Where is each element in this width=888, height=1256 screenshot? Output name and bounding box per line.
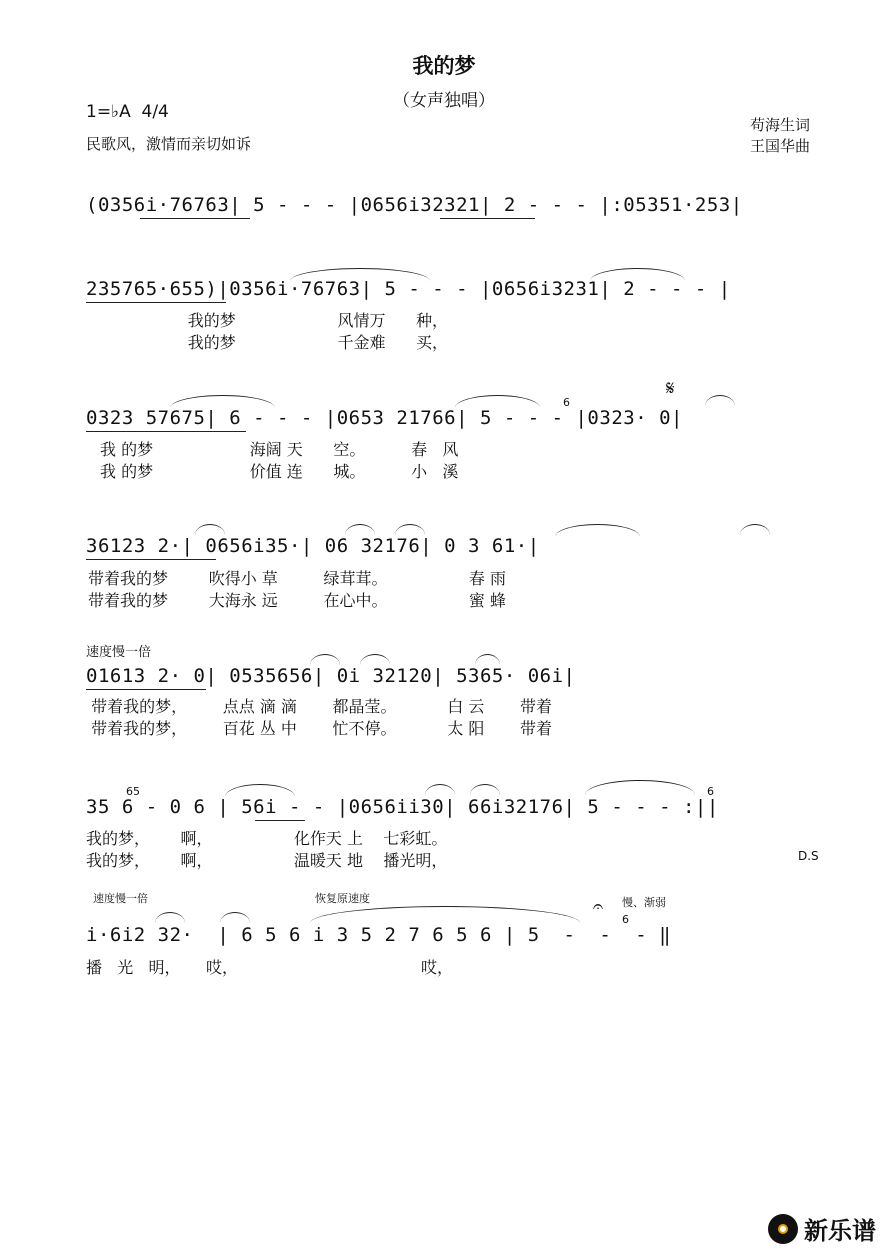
beam-line <box>86 431 246 432</box>
system-2-notes: 235765·655)|0356i·76763| 5 - - - |0656i3231| 2 - - - | <box>86 278 731 300</box>
slur <box>705 395 735 406</box>
grace-note: 65 <box>126 785 140 798</box>
fermata-icon: 𝄐 <box>593 896 604 917</box>
slur <box>555 524 640 537</box>
beam-line <box>86 559 216 560</box>
record-disc-icon <box>768 1214 798 1244</box>
system-3-notes: 0323 57675| 6 - - - |0653 21766| 5 - - - |0323· 0| <box>86 407 683 429</box>
tempo-mark-slow-fade: 慢、渐弱 <box>622 896 666 909</box>
style-note: 民歌风，激情而亲切如诉 <box>86 135 252 153</box>
tempo-mark-slower: 速度慢一倍 <box>86 645 152 660</box>
system-4-lyrics-verse-1: 带着我的梦 吹得小 草 绿茸茸。 春 雨 <box>88 569 507 588</box>
slur <box>425 784 455 795</box>
song-title: 我的梦 <box>412 54 476 78</box>
system-6-lyrics-verse-2: 我的梦， 啊， 温暖天 地 播光明， <box>86 851 448 870</box>
beam-line <box>86 302 226 303</box>
system-6-lyrics-verse-1: 我的梦， 啊， 化作天 上 七彩虹。 <box>86 829 448 848</box>
grace-note: 6 <box>707 785 714 798</box>
system-5-notes: 01613 2· 0| 0535656| 0i 32120| 5365· 06i| <box>86 665 576 687</box>
beam-line <box>440 218 535 219</box>
key-signature: 1=♭A 4/4 <box>86 102 169 122</box>
system-2-lyrics-verse-1: 我的梦 风情万 种， <box>86 311 448 330</box>
slur <box>225 784 295 797</box>
slur <box>590 268 685 281</box>
tempo-mark-slower: 速度慢一倍 <box>93 892 148 905</box>
grace-note: 6 <box>563 396 570 409</box>
lyricist-credit: 苟海生词 <box>749 116 810 134</box>
logo-text: 新乐谱 <box>804 1217 876 1245</box>
beam-line <box>86 689 206 690</box>
system-3-lyrics-verse-1: 我 的梦 海阔 天 空。 春 风 <box>100 440 459 459</box>
system-3-lyrics-verse-2: 我 的梦 价值 连 城。 小 溪 <box>100 462 459 481</box>
slur <box>155 912 185 923</box>
slur <box>740 524 770 535</box>
system-6-notes: 35 6 - 0 6 | 56i - - |0656ii30| 66i32176| 5 - - - :|| <box>86 796 719 818</box>
slur <box>290 268 430 281</box>
system-5-lyrics-verse-2: 带着我的梦， 百花 丛 中 忙不停。 太 阳 带着 <box>86 719 553 738</box>
composer-credit: 王国华曲 <box>749 137 810 155</box>
slur <box>310 906 580 923</box>
system-7-notes: i·6i2 32· | 6 5 6 i 3 5 2 7 6 5 6 | 5 - - - ‖ <box>86 924 672 946</box>
slur <box>475 654 500 665</box>
segno-sign: 𝄋 <box>666 376 675 400</box>
system-2-lyrics-verse-2: 我的梦 千金难 买， <box>86 333 448 352</box>
slur <box>170 395 275 408</box>
slur <box>310 654 340 665</box>
slur <box>345 524 375 535</box>
beam-line <box>140 218 250 219</box>
system-4-lyrics-verse-2: 带着我的梦 大海永 远 在心中。 蜜 蜂 <box>88 591 507 610</box>
system-7-lyrics: 播 光 明， 哎， 哎， <box>86 958 454 977</box>
slur <box>395 524 425 535</box>
slur <box>220 912 250 923</box>
system-4-notes: 36123 2·| 0656i35·| 06 32176| 0 3 61·| <box>86 535 540 557</box>
slur <box>195 524 225 535</box>
grace-note: 6 <box>622 913 629 926</box>
song-subtitle: （女声独唱） <box>393 91 495 111</box>
dal-segno-mark: D.S <box>798 849 819 863</box>
beam-line <box>255 820 305 821</box>
system-5-lyrics-verse-1: 带着我的梦， 点点 滴 滴 都晶莹。 白 云 带着 <box>86 697 553 716</box>
slur <box>470 784 500 795</box>
slur <box>360 654 390 665</box>
tempo-mark-resume: 恢复原速度 <box>315 892 370 905</box>
system-1-notes: (0356i·76763| 5 - - - |0656i32321| 2 - - - |:05351·253| <box>86 194 743 216</box>
site-logo <box>768 1211 876 1246</box>
slur <box>455 395 540 408</box>
slur <box>585 780 695 795</box>
